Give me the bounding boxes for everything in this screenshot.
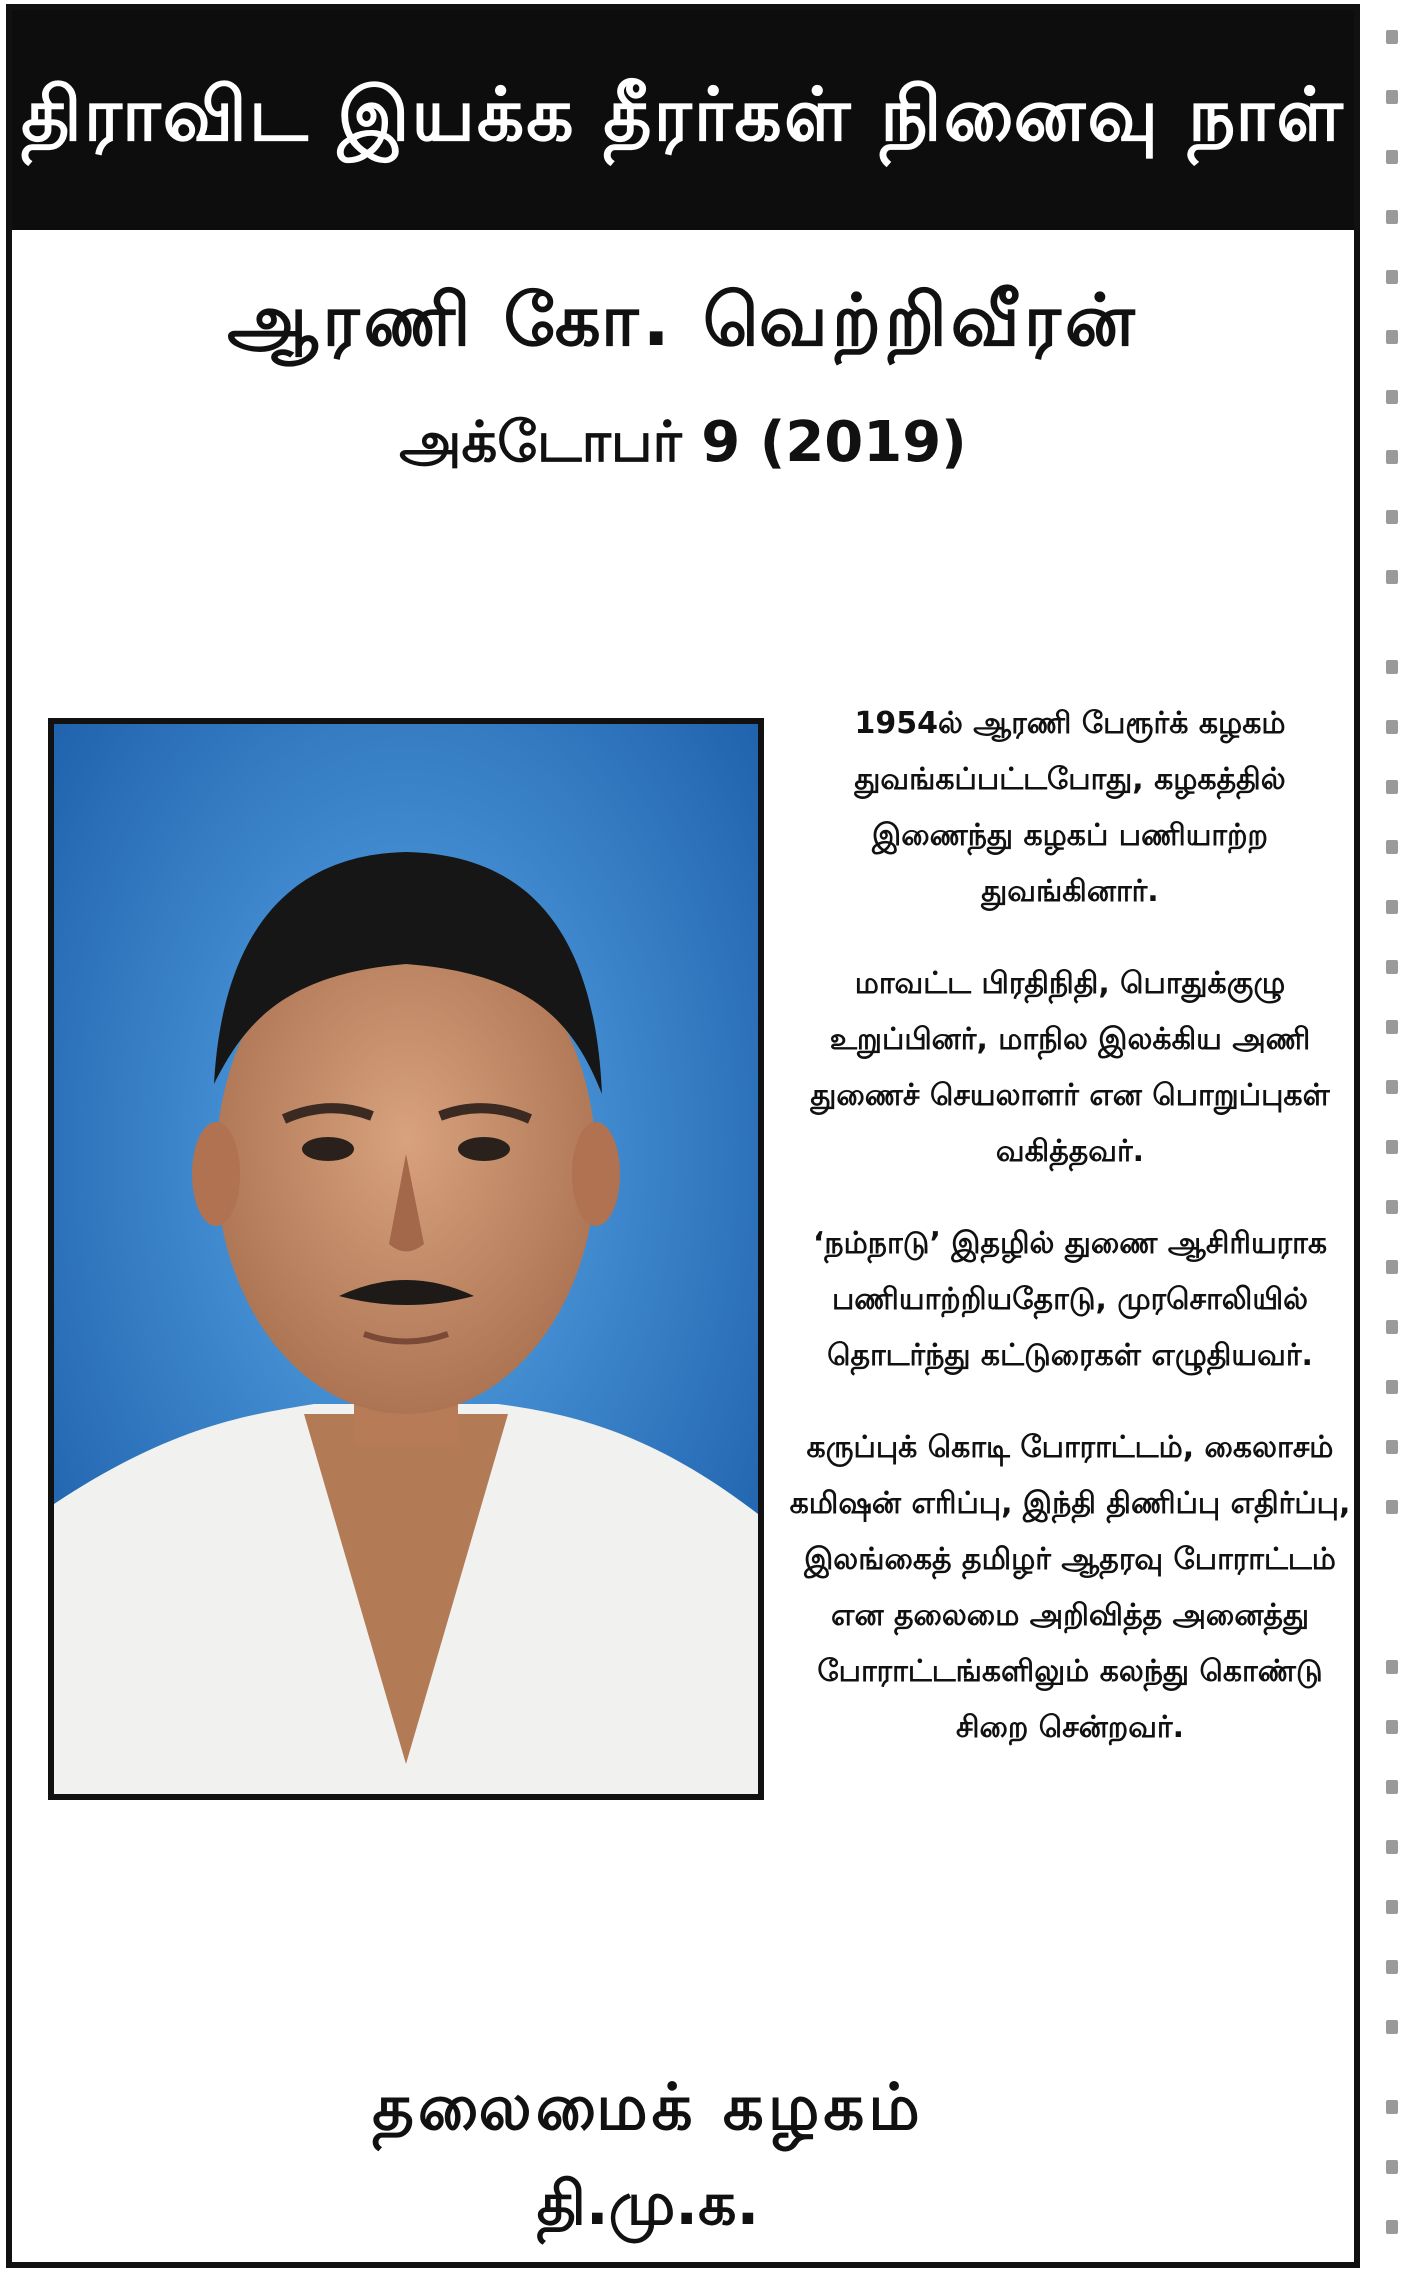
- bio-paragraph: கருப்புக் கொடி போராட்டம், கைலாசம் கமிஷன் எரிப்பு, இந்தி திணிப்பு எதிர்ப்பு, இலங்கைத் தமிழர் ஆதரவு போராட்டம் என தலைமை அறிவித்த அனைத்து போராட்டங்களிலும் கலந்து கொண்டு சிறை சென்றவர்.: [789, 1430, 1351, 1745]
- text-fragment: [1386, 780, 1398, 794]
- text-fragment: [1386, 510, 1398, 524]
- text-fragment: [1386, 150, 1398, 164]
- adjacent-column-edge: [1368, 0, 1410, 2282]
- text-fragment: [1386, 2220, 1398, 2234]
- text-fragment: [1386, 1660, 1398, 1674]
- text-fragment: [1386, 1900, 1398, 1914]
- issuer-office: தலைமைக் கழகம்: [372, 2071, 924, 2145]
- text-fragment: [1386, 90, 1398, 104]
- text-fragment: [1386, 1140, 1398, 1154]
- header-banner: [12, 10, 1354, 230]
- memorial-date: அக்டோபர் 9 (2019): [399, 410, 967, 475]
- biography: [780, 696, 1360, 1792]
- person-name: ஆரணி கோ. வெற்றிவீரன்: [227, 278, 1139, 362]
- text-fragment: [1386, 1260, 1398, 1274]
- text-fragment: [1386, 450, 1398, 464]
- text-fragment: [1386, 1780, 1398, 1794]
- issuer-signature: [12, 2060, 1354, 2252]
- issuer-party: தி.மு.க.: [536, 2169, 760, 2239]
- text-fragment: [1386, 330, 1398, 344]
- text-fragment: [1386, 1320, 1398, 1334]
- text-fragment: [1386, 720, 1398, 734]
- portrait-illustration: [54, 724, 758, 1794]
- text-fragment: [1386, 390, 1398, 404]
- text-fragment: [1386, 1720, 1398, 1734]
- text-fragment: [1386, 210, 1398, 224]
- text-fragment: [1386, 2020, 1398, 2034]
- text-fragment: [1386, 270, 1398, 284]
- text-fragment: [1386, 1020, 1398, 1034]
- text-fragment: [1386, 1500, 1398, 1514]
- text-fragment: [1386, 2100, 1398, 2114]
- text-fragment: [1386, 1080, 1398, 1094]
- portrait-photo: [48, 718, 764, 1800]
- bio-paragraph: ‘நம்நாடு’ இதழில் துணை ஆசிரியராக பணியாற்றியதோடு, முரசொலியில் தொடர்ந்து கட்டுரைகள் எழுதியவர்.: [812, 1226, 1328, 1373]
- text-fragment: [1386, 2160, 1398, 2174]
- text-fragment: [1386, 1200, 1398, 1214]
- text-fragment: [1386, 570, 1398, 584]
- text-fragment: [1386, 900, 1398, 914]
- text-fragment: [1386, 960, 1398, 974]
- bio-paragraph: 1954ல் ஆரணி பேரூர்க் கழகம் துவங்கப்பட்டபோது, கழகத்தில் இணைந்து கழகப் பணியாற்ற துவங்கினார்.: [854, 706, 1286, 909]
- text-fragment: [1386, 1380, 1398, 1394]
- text-fragment: [1386, 1960, 1398, 1974]
- memorial-notice: [6, 4, 1360, 2268]
- banner-title: திராவிட இயக்க தீரர்கள் நினைவு நாள்: [21, 72, 1345, 158]
- text-fragment: [1386, 30, 1398, 44]
- text-fragment: [1386, 1840, 1398, 1854]
- text-fragment: [1386, 1440, 1398, 1454]
- text-fragment: [1386, 660, 1398, 674]
- bio-paragraph: மாவட்ட பிரதிநிதி, பொதுக்குழு உறுப்பினர், மாநில இலக்கிய அணி துணைச் செயலாளர் என பொறுப்புகள் வகித்தவர்.: [810, 966, 1330, 1169]
- text-fragment: [1386, 840, 1398, 854]
